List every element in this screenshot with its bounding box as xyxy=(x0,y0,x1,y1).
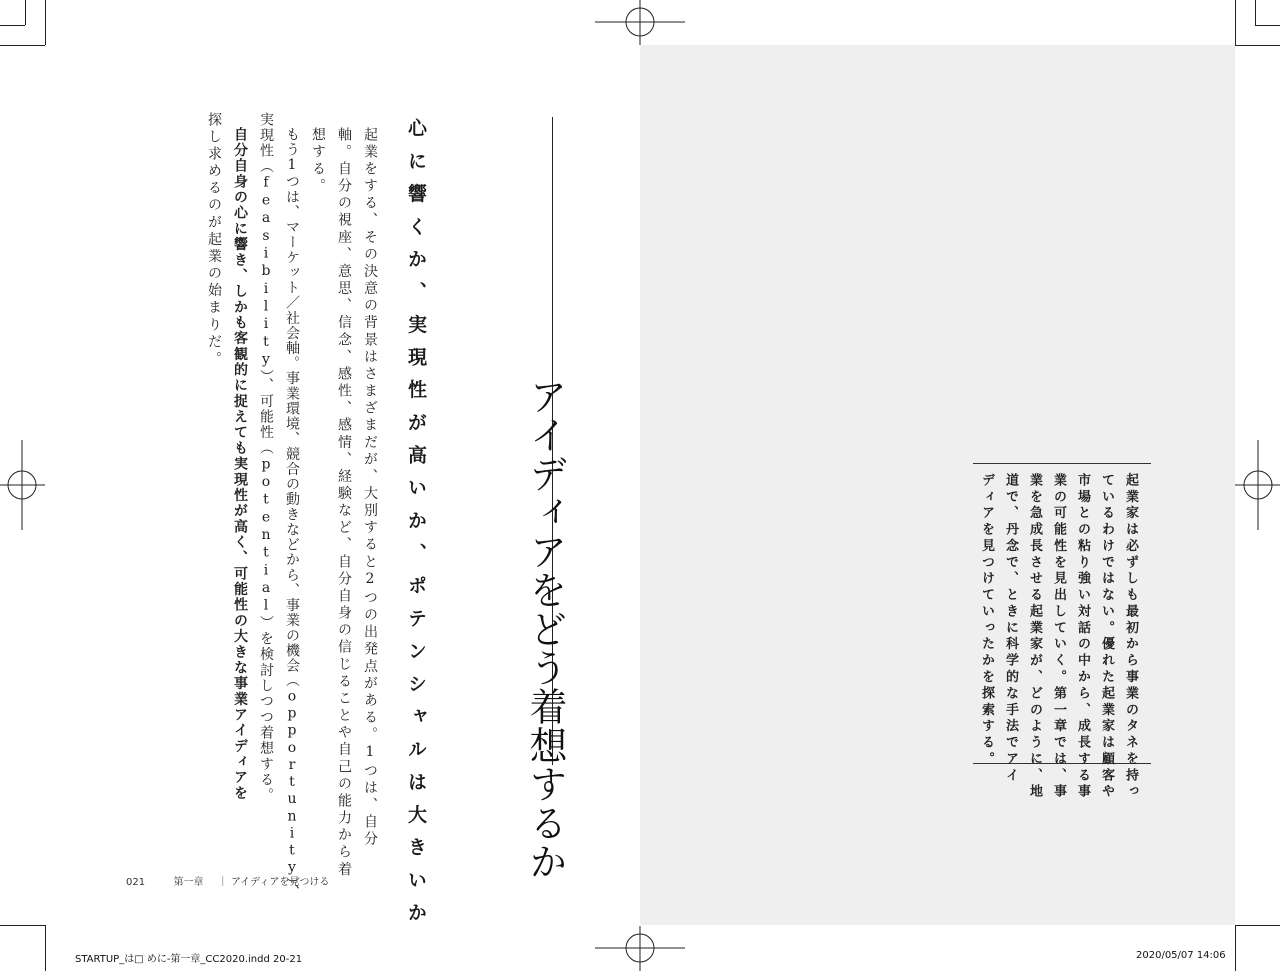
footer-timestamp: 2020/05/07 14:06 xyxy=(1136,950,1226,961)
right-page-panel xyxy=(640,45,1235,925)
registration-mark-top-center xyxy=(595,0,685,45)
summary-column-5: 業を急成長させる起業家が、どのように、地 xyxy=(1027,473,1042,801)
footer-file-name: STARTUP_は□ めに-第一章_CC2020.indd 20-21 xyxy=(75,954,303,965)
body-column-4: もう1つは、マーケット／社会軸。事業環境、競合の動きなどから、事業の機会（opportunity）、 xyxy=(284,127,300,900)
folio-separator: ｜ xyxy=(217,877,228,888)
summary-column-1: 起業家は必ずしも最初から事業のタネを持っ xyxy=(1123,473,1138,801)
summary-column-4: 業の可能性を見出していく。第一章では、事 xyxy=(1051,473,1066,801)
section-subhead: 心に響くか、実現性が高いか、ポテンシャルは大きいか xyxy=(405,118,427,935)
chapter-title: アイディアを見つける xyxy=(231,877,330,888)
registration-mark-right xyxy=(1235,440,1280,530)
summary-column-6: 道で、丹念で、ときに科学的な手法でアイ xyxy=(1003,473,1018,785)
body-column-1: 起業をする、その決意の背景はさまざまだが、大別すると2つの出発点がある。1つは、自分 xyxy=(362,127,378,849)
page-number: 021 xyxy=(126,877,146,888)
body-column-3: 想する。 xyxy=(310,127,326,196)
registration-mark-bottom-center xyxy=(595,926,685,971)
body-column-bold: 自分自身の心に響き、しかも客観的に捉えても実現性が高く、可能性の大きな事業アイディアを xyxy=(232,127,248,802)
summary-column-3: 市場との粘り強い対話の中から、成長する事 xyxy=(1075,473,1090,801)
registration-mark-left xyxy=(0,440,45,530)
folio xyxy=(126,873,329,888)
body-column-last: 探し求めるのが起業の始まりだ。 xyxy=(206,112,222,369)
chapter-label: 第一章 xyxy=(173,877,204,888)
page-title: アイディアをどう着想するか xyxy=(523,377,567,881)
summary-column-7: ディアを見つけていったかを探索する。 xyxy=(979,473,994,768)
body-column-5: 実現性（feasibility）、可能性（potential）を検討しつつ着想する。 xyxy=(258,112,274,804)
summary-top-rule xyxy=(973,463,1151,464)
summary-column-2: ているわけではない。優れた起業家は顧客や xyxy=(1099,473,1114,801)
body-column-2: 軸。自分の視座、意思、信念、感性、感情、経験など、自分自身の信じることや自己の能力から着 xyxy=(336,127,352,879)
